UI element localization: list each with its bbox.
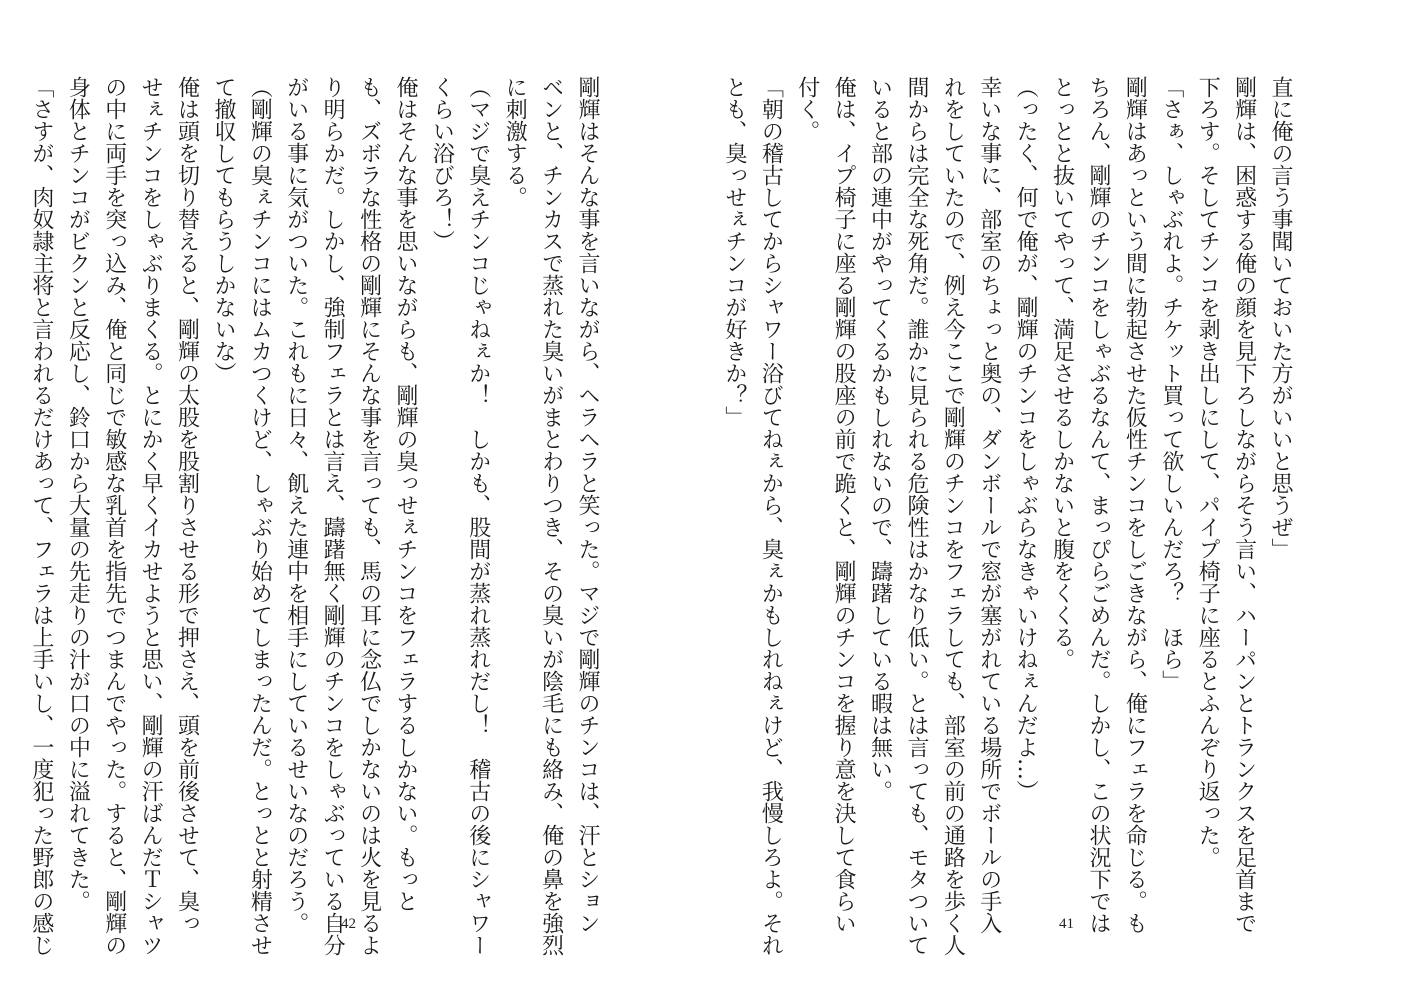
text-line: り明らかだ。しかし、強制フェラとは言え、躊躇無く剛輝のチンコをしゃぶっている自分 [320, 76, 346, 956]
text-line: いると部の連中がやってくるかもしれないので、躊躇している暇は無い。 [867, 76, 893, 802]
text-line: 「さすが、肉奴隷主将と言われるだけあって、フェラは上手いし、一度犯った野郎の感じ [28, 76, 54, 956]
text-line: 「朝の稽古してからシャワー浴びてねぇから、臭ぇかもしれねぇけど、我慢しろよ。それ [758, 76, 784, 956]
text-line: とも、臭っせぇチンコが好きか？」 [721, 76, 747, 428]
text-line: 間からは完全な死角だ。誰かに見られる危険性はかなり低い。とは言っても、モタついて [903, 76, 929, 956]
text-line: れをしていたので、例え今ここで剛輝のチンコをフェラしても、部室の前の通路を歩く人 [940, 76, 966, 956]
text-line: て撤収してもらうしかないな） [210, 76, 236, 384]
text-line: 下ろす。そしてチンコを剥き出しにして、パイプ椅子に座るとふんぞり返った。 [1195, 76, 1221, 868]
text-line: せぇチンコをしゃぶりまくる。とにかく早くイカせようと思い、剛輝の汗ばんだＴシャツ [138, 76, 164, 956]
text-line: がいる事に気がついた。これもに日々、飢えた連中を相手にしているせいなのだろう。 [283, 76, 309, 934]
text-line: 剛輝は、困惑する俺の顔を見下ろしながらそう言い、ハーパンとトランクスを足首まで [1231, 76, 1257, 934]
right-page [710, 0, 1420, 1000]
text-line: ちろん、剛輝のチンコをしゃぶるなんて、まっぴらごめんだ。しかし、この状況下では [1085, 76, 1111, 934]
text-line: 俺は、イプ椅子に座る剛輝の股座の前で跪くと、剛輝のチンコを握り意を決して食らい [831, 76, 857, 934]
text-line: 俺は頭を切り替えると、剛輝の太股を股割りさせる形で押さえ、頭を前後させて、臭っ [174, 76, 200, 934]
page-number: 42 [341, 916, 356, 932]
text-line: くらい浴びろ！） [429, 76, 455, 252]
text-line: の中に両手を突っ込み、俺と同じで敏感な乳首を指先でつまんでやった。すると、剛輝の [101, 76, 127, 956]
text-line: ベンと、チンカスで蒸れた臭いがまとわりつき、その臭いが陰毛にも絡み、俺の鼻を強烈 [538, 76, 564, 956]
text-line: 付く。 [794, 76, 820, 142]
text-line: 幸いな事に、部室のちょっと奥の、ダンボールで窓が塞がれている場所でボールの手入 [976, 76, 1002, 934]
text-line: 剛輝はそんな事を言いながら、ヘラヘラと笑った。マジで剛輝のチンコは、汗とション [575, 76, 600, 934]
text-line: 「さぁ、しゃぶれよ。チケット買って欲しいんだろ？ ほら」 [1158, 76, 1184, 692]
text-line: 俺はそんな事を思いながらも、剛輝の臭っせぇチンコをフェラするしかない。もっと [392, 76, 418, 912]
text-line: （マジで臭えチンコじゃねぇか！ しかも、股間が蒸れ蒸れだし！ 稽古の後にシャワー [465, 76, 491, 956]
text-line: （剛輝の臭ぇチンコにはムカつくけど、しゃぶり始めてしまったんだ。とっとと射精させ [247, 76, 273, 956]
text-line: に刺激する。 [502, 76, 528, 208]
text-line: 身体とチンコがビクンと反応し、鈴口から大量の先走りの汁が口の中に溢れてきた。 [65, 76, 91, 912]
text-line: （ったく、何で俺が、剛輝のチンコをしゃぶらなきゃいけねぇんだよ…） [1013, 76, 1039, 802]
text-line: 直に俺の言う事聞いておいた方がいいと思うぜ」 [1268, 76, 1293, 560]
text-line: も、ズボラな性格の剛輝にそんな事を言っても、馬の耳に念仏でしかないのは火を見るよ [356, 76, 382, 956]
text-line: とっとと抜いてやって、満足させるしかないと腹をくくる。 [1049, 76, 1075, 670]
page-number: 41 [1059, 916, 1074, 932]
text-line: 剛輝はあっという間に勃起させた仮性チンコをしごきながら、俺にフェラを命じる。も [1122, 76, 1148, 934]
